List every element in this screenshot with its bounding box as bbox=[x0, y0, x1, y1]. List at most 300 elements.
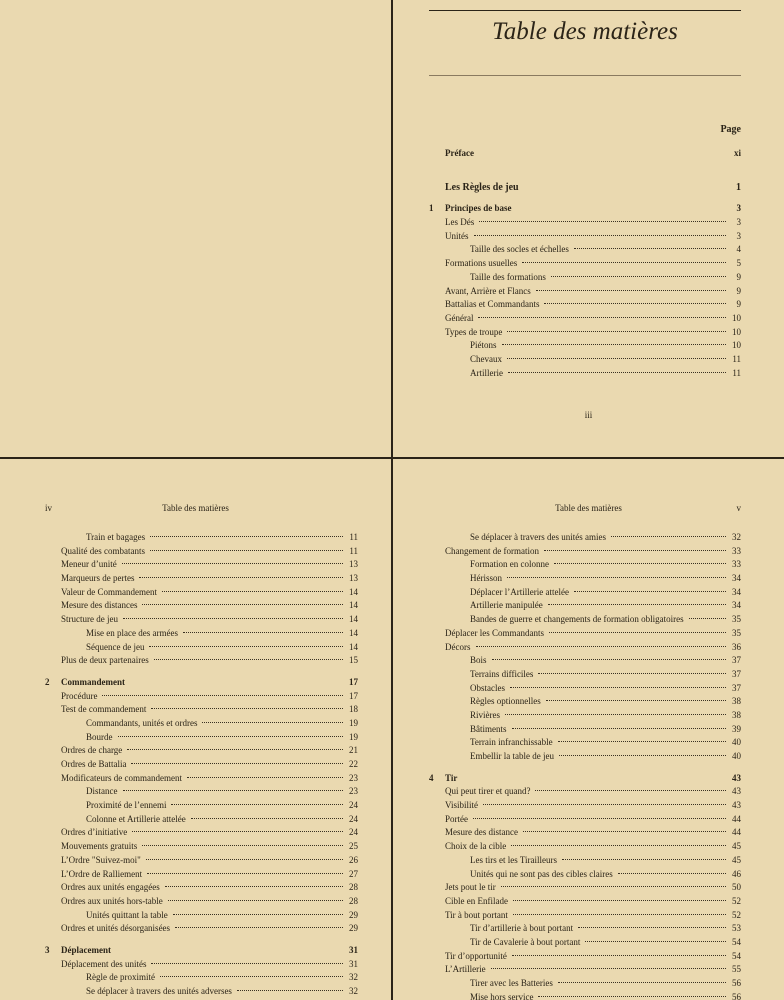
chapter-number: 3 bbox=[45, 944, 50, 955]
entry-title: Ordres aux unités hors-table bbox=[61, 895, 163, 906]
toc-entry[interactable] bbox=[429, 869, 741, 883]
page-number: 21 bbox=[349, 745, 358, 756]
toc-entry[interactable] bbox=[429, 217, 741, 231]
page-number: 32 bbox=[349, 972, 358, 983]
toc-chapter-entry[interactable] bbox=[429, 182, 741, 196]
entry-title: Les tirs et les Tirailleurs bbox=[470, 854, 557, 865]
entry-title: Types de troupe bbox=[445, 326, 503, 337]
dot-leader bbox=[611, 536, 726, 537]
dot-leader bbox=[150, 536, 343, 537]
entry-title: L’Ordre "Suivez-moi" bbox=[61, 854, 141, 865]
page-number: 13 bbox=[349, 573, 358, 584]
page-number: 33 bbox=[732, 559, 741, 570]
entry-title: Bois bbox=[470, 655, 487, 666]
toc-entry[interactable] bbox=[429, 737, 741, 751]
dot-leader bbox=[473, 818, 726, 819]
dot-leader bbox=[168, 900, 343, 901]
page-folio: iii bbox=[584, 410, 593, 420]
dot-leader bbox=[507, 331, 726, 332]
page-number: 37 bbox=[732, 668, 741, 679]
toc-entry[interactable] bbox=[429, 573, 741, 587]
toc-entry[interactable] bbox=[45, 691, 358, 705]
chapter-number: 2 bbox=[45, 676, 50, 687]
entry-title: Jets pout le tir bbox=[445, 882, 496, 893]
entry-title: Mouvements gratuits bbox=[61, 841, 138, 852]
entry-title: Tir de Cavalerie à bout portant bbox=[470, 936, 581, 947]
toc-entry[interactable] bbox=[429, 923, 741, 937]
toc-spacer bbox=[45, 937, 358, 945]
entry-title: Mesure des distance bbox=[445, 827, 518, 838]
toc-entry[interactable] bbox=[45, 559, 358, 573]
dot-leader bbox=[535, 790, 726, 791]
entry-title: Commandement bbox=[61, 676, 125, 687]
toc-chapter-entry[interactable] bbox=[429, 203, 741, 217]
toc-entry[interactable] bbox=[45, 814, 358, 828]
page-number: 31 bbox=[349, 944, 358, 955]
dot-leader bbox=[544, 550, 726, 551]
toc-entry[interactable] bbox=[45, 882, 358, 896]
dot-leader bbox=[549, 632, 726, 633]
page-number: 33 bbox=[732, 545, 741, 556]
toc-entry[interactable] bbox=[429, 669, 741, 683]
dot-leader bbox=[191, 818, 343, 819]
toc-entry[interactable] bbox=[429, 710, 741, 724]
entry-title: Obstacles bbox=[470, 682, 505, 693]
dot-leader bbox=[538, 996, 726, 997]
toc-entry[interactable] bbox=[429, 258, 741, 272]
entry-title: Bandes de guerre et changements de formation obligatoires bbox=[470, 614, 684, 625]
dot-leader bbox=[562, 859, 726, 860]
toc-entry[interactable] bbox=[45, 800, 358, 814]
page-number: 38 bbox=[732, 696, 741, 707]
entry-title: Ordres et unités désorganisées bbox=[61, 923, 171, 934]
page-number: 13 bbox=[349, 559, 358, 570]
page-number: 43 bbox=[732, 800, 741, 811]
toc-entry[interactable] bbox=[429, 354, 741, 368]
toc-entry[interactable] bbox=[429, 368, 741, 382]
page-number: 22 bbox=[349, 759, 358, 769]
entry-title: Procédure bbox=[61, 690, 98, 701]
page-number: 40 bbox=[732, 751, 741, 761]
entry-title: L’Artillerie bbox=[445, 964, 486, 975]
dot-leader bbox=[139, 577, 343, 578]
page-number: 37 bbox=[732, 682, 741, 693]
toc-entry[interactable] bbox=[45, 614, 358, 628]
dot-leader bbox=[513, 900, 726, 901]
dot-leader bbox=[151, 708, 343, 709]
page-number: 50 bbox=[732, 882, 741, 893]
entry-title: Choix de la cible bbox=[445, 841, 507, 852]
dot-leader bbox=[538, 673, 726, 674]
dot-leader bbox=[558, 741, 726, 742]
entry-title: Déplacer les Commandants bbox=[445, 627, 544, 638]
page-number: 45 bbox=[732, 854, 741, 865]
toc-entry[interactable] bbox=[429, 827, 741, 841]
toc-entry[interactable] bbox=[45, 827, 358, 841]
dot-leader bbox=[127, 749, 343, 750]
dot-leader bbox=[165, 886, 343, 887]
dot-leader bbox=[510, 687, 726, 688]
page-column-label: Page bbox=[720, 124, 741, 135]
dot-leader bbox=[512, 955, 726, 956]
entry-title: Bâtiments bbox=[470, 723, 507, 734]
toc-entry[interactable] bbox=[45, 972, 358, 986]
dot-leader bbox=[523, 831, 726, 832]
entry-title: Tir d’opportunité bbox=[445, 950, 507, 961]
toc-entry[interactable] bbox=[45, 759, 358, 773]
page-number: 53 bbox=[732, 923, 741, 934]
entry-title: Formation en colonne bbox=[470, 559, 549, 570]
entry-title: Règles optionnelles bbox=[470, 696, 541, 707]
toc-chapter-entry[interactable] bbox=[429, 148, 741, 162]
page-number: 10 bbox=[732, 340, 741, 351]
toc-entry[interactable] bbox=[45, 704, 358, 718]
entry-title: Artillerie bbox=[470, 367, 503, 378]
entry-title: Meneur d’unité bbox=[61, 559, 117, 570]
toc-entry[interactable] bbox=[45, 773, 358, 787]
toc-entry[interactable] bbox=[45, 986, 358, 1000]
page-folio: v bbox=[736, 503, 741, 513]
dot-leader bbox=[118, 736, 344, 737]
toc-entry[interactable] bbox=[45, 718, 358, 732]
dot-leader bbox=[171, 804, 343, 805]
toc-entry[interactable] bbox=[429, 600, 741, 614]
dot-leader bbox=[585, 941, 726, 942]
dot-leader bbox=[574, 591, 726, 592]
dot-leader bbox=[511, 845, 726, 846]
page-number: 24 bbox=[349, 827, 358, 838]
toc-entry[interactable] bbox=[45, 855, 358, 869]
entry-title: Règle de proximité bbox=[86, 972, 155, 983]
dot-leader bbox=[150, 550, 343, 551]
page-number: 56 bbox=[732, 978, 741, 988]
entry-title: Décors bbox=[445, 641, 471, 652]
dot-leader bbox=[123, 790, 344, 791]
dot-leader bbox=[505, 714, 726, 715]
entry-title: Terrain infranchissable bbox=[470, 737, 553, 748]
toc-entry[interactable] bbox=[45, 600, 358, 614]
entry-title: Structure de jeu bbox=[61, 614, 118, 625]
page-number: 54 bbox=[732, 950, 741, 961]
dot-leader bbox=[536, 290, 726, 291]
toc-entry[interactable] bbox=[45, 745, 358, 759]
entry-title: Se déplacer à travers des unités amies bbox=[470, 532, 606, 542]
toc-list bbox=[45, 532, 358, 1000]
entry-title: Tirer avec les Batteries bbox=[470, 978, 553, 988]
toc-entry[interactable] bbox=[429, 978, 741, 992]
toc-list bbox=[429, 148, 741, 381]
toc-entry[interactable] bbox=[429, 896, 741, 910]
dot-leader bbox=[160, 976, 343, 977]
toc-entry[interactable] bbox=[45, 910, 358, 924]
page-number: 39 bbox=[732, 723, 741, 734]
toc-chapter-entry[interactable] bbox=[45, 945, 358, 959]
page-number: 31 bbox=[349, 958, 358, 969]
toc-entry[interactable] bbox=[429, 814, 741, 828]
entry-title: Commandants, unités et ordres bbox=[86, 717, 198, 728]
entry-title: Modificateurs de commandement bbox=[61, 772, 182, 783]
dot-leader bbox=[122, 563, 343, 564]
toc-entry[interactable] bbox=[429, 614, 741, 628]
page-number: 52 bbox=[732, 895, 741, 906]
entry-title: Taille des socles et échelles bbox=[470, 244, 569, 255]
dot-leader bbox=[522, 262, 726, 263]
chapter-number: 1 bbox=[429, 203, 434, 214]
toc-spacer bbox=[45, 669, 358, 677]
toc-entry[interactable] bbox=[429, 751, 741, 765]
page-number: 45 bbox=[732, 841, 741, 852]
dot-leader bbox=[478, 317, 726, 318]
dot-leader bbox=[162, 591, 343, 592]
page-number: 17 bbox=[349, 676, 358, 687]
entry-title: Mise en place des armées bbox=[86, 627, 178, 638]
entry-title: Plus de deux partenaires bbox=[61, 655, 149, 666]
entry-title: Tir d’artillerie à bout portant bbox=[470, 923, 574, 934]
entry-title: Embellir la table de jeu bbox=[470, 751, 554, 761]
page-folio: iv bbox=[45, 503, 53, 513]
entry-title: Chevaux bbox=[470, 353, 502, 364]
entry-title: Artillerie manipulée bbox=[470, 600, 543, 611]
page-number: 14 bbox=[349, 614, 358, 625]
running-head: Table des matières bbox=[555, 503, 622, 513]
entry-title: Général bbox=[445, 312, 474, 323]
dot-leader bbox=[502, 344, 726, 345]
dot-leader bbox=[492, 659, 726, 660]
page-number: 14 bbox=[349, 600, 358, 611]
page-number: 23 bbox=[349, 772, 358, 783]
page-number: xi bbox=[733, 148, 741, 158]
toc-list bbox=[429, 532, 741, 1000]
toc-chapter-entry[interactable] bbox=[45, 677, 358, 691]
entry-title: Distance bbox=[86, 786, 118, 797]
dot-leader bbox=[151, 963, 343, 964]
entry-title: Les Règles de jeu bbox=[445, 181, 519, 193]
entry-title: Les Dés bbox=[445, 217, 475, 228]
page-toc-v bbox=[393, 459, 784, 1000]
entry-title: Unités bbox=[445, 230, 469, 241]
toc-entry[interactable] bbox=[429, 286, 741, 300]
page-toc-iv bbox=[0, 459, 391, 1000]
entry-title: Ordres aux unités engagées bbox=[61, 882, 160, 893]
entry-title: Principes de base bbox=[445, 203, 512, 214]
toc-entry[interactable] bbox=[45, 896, 358, 910]
dot-leader bbox=[618, 873, 726, 874]
toc-entry[interactable] bbox=[429, 786, 741, 800]
dot-leader bbox=[512, 728, 727, 729]
entry-title: Hérisson bbox=[470, 573, 502, 584]
dot-leader bbox=[187, 777, 343, 778]
page-number: 55 bbox=[732, 964, 741, 975]
dot-leader bbox=[173, 914, 343, 915]
toc-entry[interactable] bbox=[429, 272, 741, 286]
toc-entry[interactable] bbox=[45, 642, 358, 656]
dot-leader bbox=[548, 604, 726, 605]
toc-entry[interactable] bbox=[429, 992, 741, 1000]
dot-leader bbox=[574, 248, 726, 249]
entry-title: Terrains difficiles bbox=[470, 668, 534, 679]
entry-title: Cible en Enfilade bbox=[445, 895, 508, 906]
toc-chapter-entry[interactable] bbox=[429, 773, 741, 787]
page-number: 9 bbox=[736, 285, 741, 296]
page-number: 15 bbox=[349, 655, 358, 666]
toc-spacer bbox=[429, 162, 741, 182]
toc-entry[interactable] bbox=[429, 951, 741, 965]
toc-entry[interactable] bbox=[429, 855, 741, 869]
page-number: 25 bbox=[349, 841, 358, 852]
dot-leader bbox=[544, 303, 726, 304]
toc-entry[interactable] bbox=[429, 964, 741, 978]
toc-entry[interactable] bbox=[45, 786, 358, 800]
toc-entry[interactable] bbox=[429, 882, 741, 896]
toc-entry[interactable] bbox=[429, 299, 741, 313]
page-number: 26 bbox=[349, 854, 358, 865]
toc-entry[interactable] bbox=[429, 340, 741, 354]
dot-leader bbox=[578, 927, 726, 928]
toc-entry[interactable] bbox=[429, 642, 741, 656]
page-number: 34 bbox=[732, 600, 741, 611]
entry-title: Mesure des distances bbox=[61, 600, 138, 611]
dot-leader bbox=[149, 646, 343, 647]
entry-title: Avant, Arrière et Flancs bbox=[445, 285, 531, 296]
toc-entry[interactable] bbox=[429, 696, 741, 710]
toc-entry[interactable] bbox=[429, 313, 741, 327]
toc-entry[interactable] bbox=[429, 910, 741, 924]
page-number: 38 bbox=[732, 709, 741, 720]
entry-title: Séquence de jeu bbox=[86, 641, 145, 652]
toc-entry[interactable] bbox=[429, 724, 741, 738]
page-number: 52 bbox=[732, 909, 741, 920]
running-head: Table des matières bbox=[162, 503, 229, 513]
page-number: 11 bbox=[732, 367, 741, 378]
page-number: 46 bbox=[732, 868, 741, 879]
page-number: 54 bbox=[732, 936, 741, 947]
toc-entry[interactable] bbox=[429, 937, 741, 951]
dot-leader bbox=[491, 968, 726, 969]
dot-leader bbox=[147, 873, 343, 874]
entry-title: Ordres de Battalia bbox=[61, 759, 127, 769]
page-number: 32 bbox=[732, 532, 741, 542]
page-number: 32 bbox=[349, 986, 358, 996]
page-number: 3 bbox=[736, 203, 741, 214]
toc-entry[interactable] bbox=[45, 923, 358, 937]
entry-title: Qui peut tirer et quand? bbox=[445, 786, 531, 797]
dot-leader bbox=[474, 235, 727, 236]
page-number: 36 bbox=[732, 641, 741, 652]
toc-entry[interactable] bbox=[45, 587, 358, 601]
toc-entry[interactable] bbox=[429, 628, 741, 642]
toc-entry[interactable] bbox=[45, 532, 358, 546]
page-number: 24 bbox=[349, 800, 358, 811]
entry-title: Test de commandement bbox=[61, 704, 147, 715]
page-number: 11 bbox=[349, 545, 358, 556]
page-number: 44 bbox=[732, 827, 741, 838]
chapter-number: 4 bbox=[429, 772, 434, 783]
dot-leader bbox=[479, 221, 726, 222]
page-number: 3 bbox=[736, 217, 741, 228]
dot-leader bbox=[476, 646, 727, 647]
toc-entry[interactable] bbox=[45, 573, 358, 587]
page-number: 28 bbox=[349, 882, 358, 893]
toc-entry[interactable] bbox=[429, 327, 741, 341]
entry-title: Marqueurs de pertes bbox=[61, 573, 135, 584]
toc-entry[interactable] bbox=[429, 655, 741, 669]
page-number: 3 bbox=[736, 230, 741, 241]
entry-title: Tir à bout portant bbox=[445, 909, 508, 920]
toc-entry[interactable] bbox=[45, 628, 358, 642]
dot-leader bbox=[146, 859, 343, 860]
page-number: 18 bbox=[349, 704, 358, 715]
toc-entry[interactable] bbox=[45, 655, 358, 669]
toc-entry[interactable] bbox=[429, 532, 741, 546]
page-number: 9 bbox=[736, 271, 741, 282]
toc-entry[interactable] bbox=[45, 841, 358, 855]
page-number: 10 bbox=[732, 312, 741, 323]
dot-leader bbox=[513, 914, 726, 915]
toc-entry[interactable] bbox=[429, 244, 741, 258]
toc-entry[interactable] bbox=[45, 959, 358, 973]
entry-title: Visibilité bbox=[445, 800, 478, 811]
toc-entry[interactable] bbox=[45, 546, 358, 560]
dot-leader bbox=[507, 358, 726, 359]
toc-entry[interactable] bbox=[429, 841, 741, 855]
toc-entry[interactable] bbox=[429, 546, 741, 560]
title-rule bbox=[429, 75, 741, 76]
dot-leader bbox=[501, 886, 726, 887]
entry-title: Déplacement bbox=[61, 944, 111, 955]
dot-leader bbox=[202, 722, 343, 723]
dot-leader bbox=[558, 982, 726, 983]
page-number: 28 bbox=[349, 895, 358, 906]
entry-title: Formations usuelles bbox=[445, 258, 518, 269]
dot-leader bbox=[175, 927, 343, 928]
dot-leader bbox=[559, 755, 726, 756]
dot-leader bbox=[508, 372, 726, 373]
page-number: 4 bbox=[736, 244, 741, 255]
dot-leader bbox=[483, 804, 726, 805]
page-number: 1 bbox=[736, 181, 741, 193]
entry-title: Déplacer l’Artillerie attelée bbox=[470, 586, 569, 597]
page-blank-left bbox=[0, 0, 391, 457]
dot-leader bbox=[551, 276, 726, 277]
page-number: 34 bbox=[732, 586, 741, 597]
toc-entry[interactable] bbox=[429, 800, 741, 814]
dot-leader bbox=[546, 700, 726, 701]
entry-title: Préface bbox=[445, 148, 474, 158]
toc-spacer bbox=[429, 195, 741, 203]
toc-entry[interactable] bbox=[45, 732, 358, 746]
page-number: 43 bbox=[732, 786, 741, 797]
page-number: 37 bbox=[732, 655, 741, 666]
page-title: Table des matières bbox=[492, 18, 678, 45]
entry-title: Se déplacer à travers des unités adverses bbox=[86, 986, 232, 996]
toc-entry[interactable] bbox=[429, 559, 741, 573]
page-number: 23 bbox=[349, 786, 358, 797]
toc-entry[interactable] bbox=[45, 869, 358, 883]
entry-title: Rivières bbox=[470, 709, 500, 720]
toc-entry[interactable] bbox=[429, 683, 741, 697]
toc-entry[interactable] bbox=[429, 231, 741, 245]
dot-leader bbox=[507, 577, 726, 578]
toc-entry[interactable] bbox=[429, 587, 741, 601]
entry-title: Ordres de charge bbox=[61, 745, 123, 756]
page-number: 19 bbox=[349, 717, 358, 728]
page-number: 5 bbox=[736, 258, 741, 269]
page-number: 14 bbox=[349, 641, 358, 652]
page-number: 43 bbox=[732, 772, 741, 783]
page-number: 40 bbox=[732, 737, 741, 748]
entry-title: Taille des formations bbox=[470, 271, 546, 282]
page-number: 24 bbox=[349, 813, 358, 824]
